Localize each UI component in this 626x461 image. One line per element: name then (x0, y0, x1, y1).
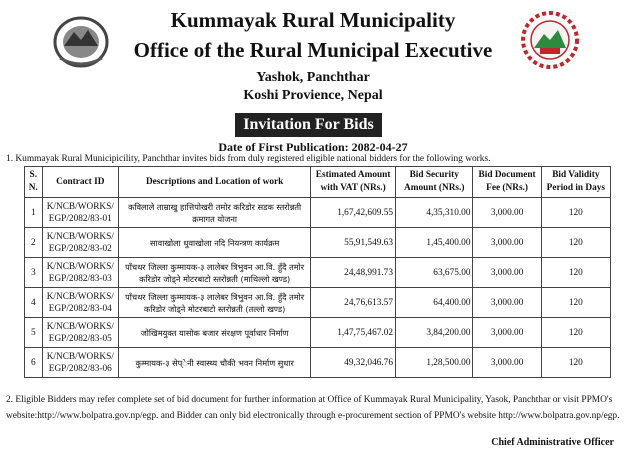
row-estimated: 1,67,42,609.55 (311, 198, 396, 228)
row-description: जोखिमयुक्त यासोक बजार संरक्षण पूर्वाधार निर्माण (119, 318, 311, 348)
row-validity: 120 (541, 348, 610, 378)
row-security: 3,84,200.00 (395, 318, 473, 348)
row-sn: 4 (25, 288, 43, 318)
publication-date: Date of First Publication: 2082-04-27 (218, 140, 408, 154)
row-sn: 1 (25, 198, 43, 228)
row-doc-fee: 3,000.00 (473, 198, 541, 228)
row-contract-id: K/NCB/WORKS/ EGP/2082/83-05 (42, 318, 118, 348)
row-contract-id: K/NCB/WORKS/ EGP/2082/83-02 (42, 228, 118, 258)
row-description: पाँचथर जिल्ला कुम्मायक-३ लालेबर त्रिभुवन आ.वि. हुँदै तमोर करिडोर जोड्ने मोटरबाटो स्तरोन्नती (माथिल्लो खण्ड) (119, 258, 311, 288)
municipality-title: Kummayak Rural Municipality (170, 8, 456, 32)
row-description: सावाखोला धुवाखोला नदि नियन्त्रण कार्यक्रम (119, 228, 311, 258)
row-validity: 120 (541, 318, 610, 348)
header-validity: Bid Validity Period in Days (541, 167, 610, 198)
address-line-2: Koshi Provience, Nepal (243, 88, 383, 103)
row-doc-fee: 3,000.00 (473, 318, 541, 348)
office-title: Office of the Rural Municipal Executive (133, 38, 493, 62)
row-contract-id: K/NCB/WORKS/ EGP/2082/83-03 (42, 258, 118, 288)
row-doc-fee: 3,000.00 (473, 288, 541, 318)
row-doc-fee: 3,000.00 (473, 348, 541, 378)
invitation-banner: Invitation For Bids (235, 113, 382, 137)
row-description: कुम्मायक-३ सेप्ेनी स्वास्थ्य चौकी भवन निर्माण सुधार (119, 348, 311, 378)
eligibility-note: 2. Eligible Bidders may refer complete set of bid document for further information at Office of Kummayak Rural Municipality, Yasok, Panchthar or visit PPMO's website:http://www.bolpatra.gov.np/egp. and Bidder can only bid electronically through e-procurement section of PPMO's website http://www.bolpatra.gov.np/egp. (6, 395, 620, 421)
row-estimated: 24,76,613.57 (311, 288, 396, 318)
header-doc-fee: Bid Document Fee (NRs.) (473, 167, 541, 198)
address-line-1: Yashok, Panchthar (256, 70, 370, 85)
header-description: Descriptions and Location of work (119, 167, 311, 198)
row-estimated: 24,48,991.73 (311, 258, 396, 288)
row-doc-fee: 3,000.00 (473, 228, 541, 258)
signature-title: Chief Administrative Officer (491, 437, 614, 448)
table-row (25, 228, 611, 258)
row-description: पाँचथर जिल्ला कुम्मायक-३ लालेबर त्रिभुवन आ.वि. हुँदै तमोर करिडोर जोड्ने मोटरबाटो स्तरोन्नती (तल्लो खण्ड) (119, 288, 311, 318)
row-sn: 5 (25, 318, 43, 348)
row-security: 63,675.00 (395, 258, 473, 288)
table-header-row (25, 167, 611, 198)
row-security: 4,35,310.00 (395, 198, 473, 228)
row-validity: 120 (541, 258, 610, 288)
row-description: कविलाले ताम्राखु हात्तिपोखरी तमोर करिडोर सडक स्तरोन्नती क्रमागत योजना (119, 198, 311, 228)
table-row (25, 318, 611, 348)
table-row (25, 198, 611, 228)
row-security: 64,400.00 (395, 288, 473, 318)
row-validity: 120 (541, 228, 610, 258)
header-security: Bid Security Amount (NRs.) (395, 167, 473, 198)
table-row (25, 258, 611, 288)
row-contract-id: K/NCB/WORKS/ EGP/2082/83-04 (42, 288, 118, 318)
row-estimated: 55,91,549.63 (311, 228, 396, 258)
row-doc-fee: 3,000.00 (473, 258, 541, 288)
row-contract-id: K/NCB/WORKS/ EGP/2082/83-01 (42, 198, 118, 228)
row-sn: 6 (25, 348, 43, 378)
intro-paragraph: 1. Kummayak Rural Municipicility, Panchthar invites bids from duly registered eligible national bidders for the following works. (6, 154, 491, 164)
row-sn: 3 (25, 258, 43, 288)
header-estimated: Estimated Amount with VAT (NRs.) (311, 167, 396, 198)
row-contract-id: K/NCB/WORKS/ EGP/2082/83-06 (42, 348, 118, 378)
header-sn: S. N. (25, 167, 43, 198)
table-row (25, 348, 611, 378)
row-validity: 120 (541, 198, 610, 228)
row-security: 1,28,500.00 (395, 348, 473, 378)
table-row (25, 288, 611, 318)
bid-table (24, 166, 611, 378)
row-security: 1,45,400.00 (395, 228, 473, 258)
row-sn: 2 (25, 228, 43, 258)
row-validity: 120 (541, 288, 610, 318)
row-estimated: 1,47,75,467.02 (311, 318, 396, 348)
row-estimated: 49,32,046.76 (311, 348, 396, 378)
header-contract-id: Contract ID (42, 167, 118, 198)
